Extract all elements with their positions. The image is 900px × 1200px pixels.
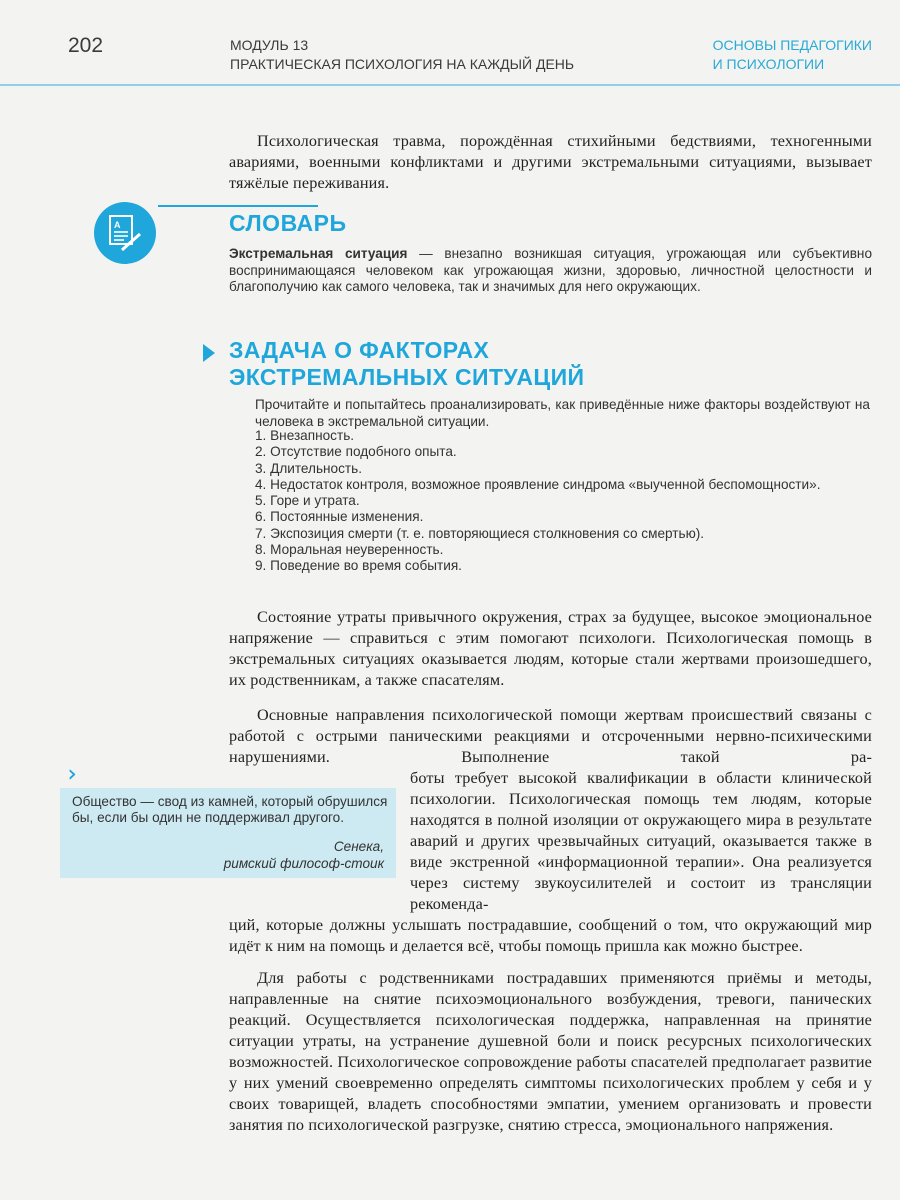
module-label: МОДУЛЬ 13 <box>230 37 309 53</box>
list-item: 7. Экспозиция смерти (т. е. повторяющиеся столкновения со смертью). <box>255 525 705 541</box>
quote-attribution <box>224 838 384 872</box>
task-title-line1: ЗАДАЧА О ФАКТОРАХ <box>229 337 490 363</box>
list-item: 5. Горе и утрата. <box>255 493 360 509</box>
module-title: ПРАКТИЧЕСКАЯ ПСИХОЛОГИЯ НА КАЖДЫЙ ДЕНЬ <box>230 56 575 72</box>
task-title <box>229 337 585 391</box>
triangle-arrow-icon <box>203 344 215 362</box>
dictionary-rule <box>158 205 318 207</box>
list-item: 2. Отсутствие подобного опыта. <box>255 444 457 460</box>
quote-text: Общество — свод из камней, который обрушился бы, если бы один не поддерживал другого. <box>72 794 388 826</box>
list-item: 8. Моральная неуверенность. <box>255 542 444 558</box>
list-item: 1. Внезапность. <box>255 428 355 443</box>
body-paragraph-2-wrap: боты требует высокой квалификации в области клинической психологии. Психологическая помощь тем людям, которые находятся в полной изоляции от окружающего мира в результате аварий и других чрезвычайных ситуаций, оказывается также в виде экстренной «информационной терапии». Она реализуется через систему звукоусилителей и состоит из трансляции рекоменда- <box>410 769 872 913</box>
body-paragraph-2-start: Основные направления психологической помощи жертвам происшествий связаны с работой с острыми паническими реакциями и отсроченными нервно-психическими нарушениями. Выполнение такой ра- <box>229 706 872 766</box>
dictionary-entry <box>229 246 872 296</box>
module-header <box>230 36 574 74</box>
quote-author: Сенека, <box>333 839 384 854</box>
intro-paragraph: Психологическая травма, порождённая стихийными бедствиями, техногенными авариями, военными конфликтами и другими экстремальными ситуациями, вызывает тяжёлые переживания. <box>229 132 872 192</box>
task-title-line2: ЭКСТРЕМАЛЬНЫХ СИТУАЦИЙ <box>229 364 585 390</box>
task-factor-list <box>255 428 870 575</box>
list-item: 3. Длительность. <box>255 460 362 476</box>
list-item: 6. Постоянные изменения. <box>255 509 424 525</box>
body-paragraph-1: Состояние утраты привычного окружения, страх за будущее, высокое эмоциональное напряжение — справиться с этим помогают психологи. Психологическая помощь в экстремальных ситуациях оказывается людям, которые стали жертвами произошедшего, их родственникам, а также спасателям. <box>229 608 872 689</box>
list-item: 9. Поведение во время события. <box>255 558 462 574</box>
quote-author-description: римский философ-стоик <box>223 856 384 871</box>
dictionary-definition: — внезапно возникшая ситуация, угрожающая или субъективно воспринимающаяся человеком как угрожающая жизни, здоровью, личностной целостности и благополучию как самого человека, так и значимых для него окружающих. <box>229 246 872 294</box>
dictionary-term: Экстремальная ситуация <box>229 246 408 261</box>
body-paragraph-3: Для работы с родственниками пострадавших применяются приёмы и методы, направленные на снятие психоэмоционального возбуждения, тревоги, панических реакций. Осуществляется психологическая поддержка, направленная на принятие ситуации утраты, на устранение душевной боли и поиск ресурсных психологических возможностей. Психологическое сопровождение работы спасателей предполагает развитие у них умений своевременно определять симптомы психологических проблем у себя и у своих товарищей, владеть способностями эмпатии, умением организовать и провести занятия по психологической разгрузке, снятию стресса, эмоционального напряжения. <box>229 969 872 1134</box>
svg-text:A: A <box>114 220 121 230</box>
section-header <box>713 36 872 74</box>
section-title-line1: ОСНОВЫ ПЕДАГОГИКИ <box>712 37 872 53</box>
dictionary-title: СЛОВАРЬ <box>229 210 347 236</box>
page-number: 202 <box>68 34 104 57</box>
header-divider <box>0 84 900 86</box>
document-pen-icon <box>94 202 156 264</box>
task-intro: Прочитайте и попытайтесь проанализировать, как приведённые ниже факторы воздействуют на человека в экстремальной ситуации. <box>255 397 870 429</box>
section-title-line2: И ПСИХОЛОГИИ <box>712 56 825 72</box>
body-paragraph-2-end: ций, которые должны услышать пострадавшие, сообщений о том, что окружающий мир идёт к ним на помощь и делается всё, чтобы помощь пришла как можно быстрее. <box>229 916 872 955</box>
list-item: 4. Недостаток контроля, возможное проявление синдрома «выученной беспомощности». <box>255 476 821 492</box>
